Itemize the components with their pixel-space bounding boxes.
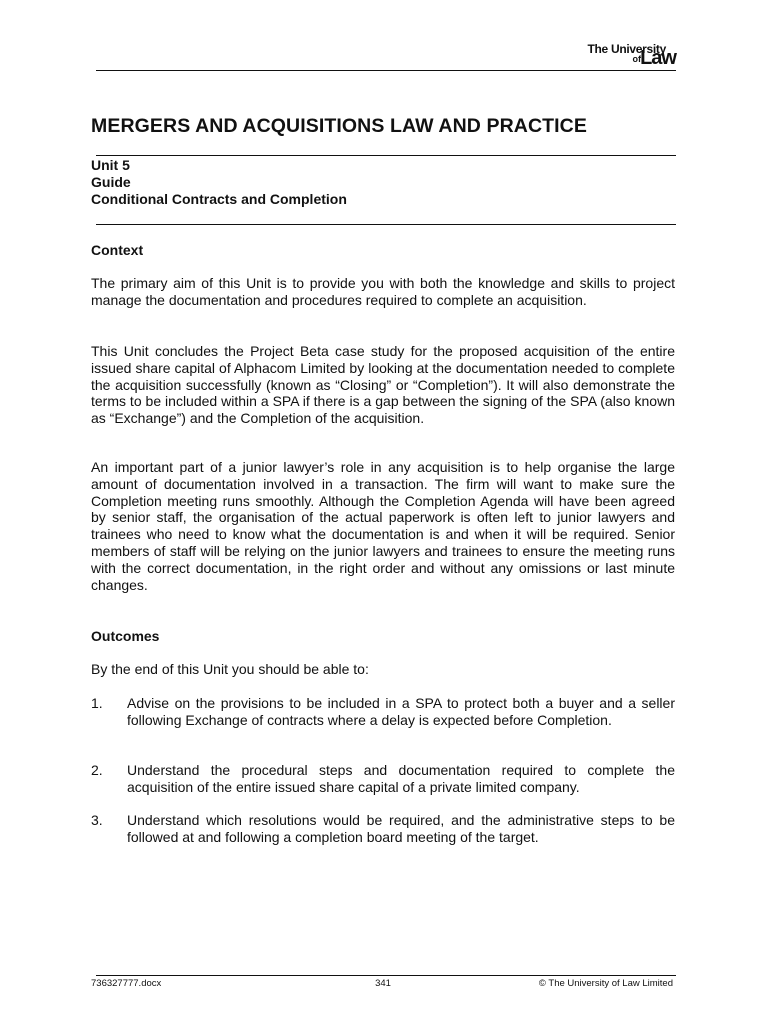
- title-divider: [96, 155, 676, 156]
- footer-page-number: 341: [375, 978, 391, 989]
- outcome-number: 1.: [91, 695, 103, 711]
- page-footer: [91, 978, 675, 990]
- unit-subject: Conditional Contracts and Completion: [91, 191, 347, 207]
- outcome-number: 2.: [91, 762, 103, 778]
- logo-of: of: [632, 54, 641, 64]
- context-paragraph: This Unit concludes the Project Beta case study for the proposed acquisition of the entire issued share capital of Alphacom Limited by looking at the documentation needed to complete the acquisition successfully (known as “Closing” or “Completion”). It will also demonstrate the terms to be included within a SPA if there is a gap between the signing of the SPA (also known as “Exchange”) and the Completion of the acquisition.: [91, 343, 675, 427]
- outcome-text: Understand the procedural steps and documentation required to complete the acquisition of the entire issued share capital of a private limited company.: [127, 762, 675, 795]
- context-heading: Context: [91, 242, 144, 258]
- unit-info: [91, 157, 347, 208]
- outcome-text: Advise on the provisions to be included in a SPA to protect both a buyer and a seller following Exchange of contracts where a delay is expected before Completion.: [127, 695, 675, 728]
- footer-copyright: © The University of Law Limited: [538, 978, 673, 989]
- footer-divider: [96, 975, 676, 976]
- unit-divider: [96, 224, 676, 225]
- document-title: MERGERS AND ACQUISITIONS LAW AND PRACTICE: [91, 115, 587, 137]
- logo-law: Law: [640, 47, 676, 69]
- logo-line-university: The University: [587, 42, 666, 56]
- outcome-number: 3.: [91, 812, 103, 828]
- unit-type: Guide: [91, 174, 131, 190]
- footer-filename: 736327777.docx: [91, 978, 162, 989]
- outcomes-intro: By the end of this Unit you should be able to:: [91, 661, 369, 677]
- outcome-text: Understand which resolutions would be required, and the administrative steps to be followed at and following a completion board meeting of the target.: [127, 812, 675, 845]
- header-divider: [96, 70, 676, 71]
- context-paragraph: An important part of a junior lawyer’s role in any acquisition is to help organise the large amount of documentation involved in a transaction. The firm will want to make sure the Completion meeting runs smoothly. Although the Completion Agenda will have been agreed by senior staff, the organisation of the actual paperwork is often left to junior lawyers and trainees who need to know what the documentation is and when it will be required. Senior members of staff will be relying on the junior lawyers and trainees to ensure the meeting runs with the correct documentation, in the right order and without any omissions or last minute changes.: [91, 459, 675, 593]
- university-logo: [546, 42, 676, 68]
- context-paragraph: The primary aim of this Unit is to provide you with both the knowledge and skills to project manage the documentation and procedures required to complete an acquisition.: [91, 275, 675, 308]
- outcomes-heading: Outcomes: [91, 628, 160, 644]
- unit-number: Unit 5: [91, 157, 130, 173]
